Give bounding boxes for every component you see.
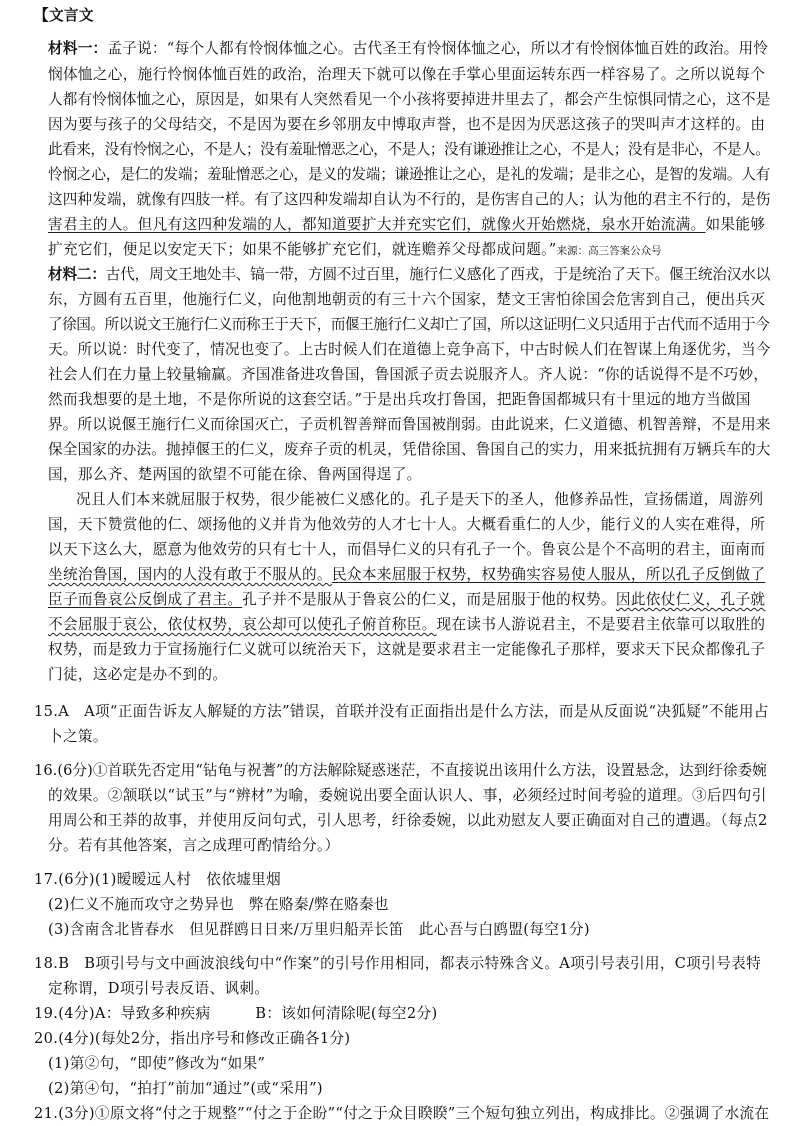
material2-para2-line-1: 况且人们本来就屈服于权势，很少能被仁义感化的。孔子是天下的圣人，他修养品性，宣扬儒道，周游列 xyxy=(76,491,764,508)
material1-line-8: 害君主的人。但凡有这四种发端的人，都知道要扩大并充实它们，就像火开始燃烧，泉水开始流满。如果能够 xyxy=(48,216,766,233)
material1-line-7: 这四种发端，就像有四肢一样。有了这四种发端却自认为不行的，是伤害自己的人；认为他的君主不行的，是伤 xyxy=(48,191,771,208)
material2-para2-line-5: 臣子而鲁哀公反倒成了君主。孔子并不是服从于鲁哀公的仁义，而是屈服于他的权势。因此依仗仁义，孔子就 xyxy=(48,591,766,608)
answer-16-line-3: 用周公和王莽的故事，并使用反问句式，引人思考，纡徐委婉，以此劝慰友人要正确面对自己的遭遇。（每点2 xyxy=(48,812,768,829)
material2-para2-line-7: 权势，而是致力于宣扬施行仁义就可以统治天下，这就是要求君主一定能像孔子那样，要求天下民众都像孔子 xyxy=(48,641,766,658)
material2-line-1: 材料二：古代，周文王地处丰、镐一带，方圆不过百里，施行仁义感化了西戎，于是统治了天下。偃王统治汉水以 xyxy=(48,266,771,283)
material2-label: 材料二： xyxy=(48,266,106,283)
material1-line-5: 此看来，没有怜悯之心，不是人；没有羞耻憎恶之心，不是人；没有谦逊推让之心，不是人；没有是非心，不是人。 xyxy=(48,141,770,158)
answer-17-line-1: 17.(6分)(1)暧暧远人村 依依墟里烟 xyxy=(34,871,282,888)
underlined-sentence: 害君主的人。但凡有这四种发端的人，都知道要扩大并充实它们，就像火开始燃烧，泉水开始流满。 xyxy=(48,216,706,233)
material1-line-9: 扩充它们，便足以安定天下；如果不能够扩充它们，就连赡养父母都成问题。”来源：高三答案公众号 xyxy=(48,241,662,258)
wavy-underlined-sentence: 不会屈服于哀公，依仗权势，哀公却可以使孔子俯首称臣。 xyxy=(48,616,437,633)
material1-line-6: 怜悯之心，是仁的发端；羞耻憎恶之心，是义的发端；谦逊推让之心，是礼的发端；是非之心，是智的发端。人有 xyxy=(48,166,771,183)
material2-line-5: 社会人们在力量上较量输赢。齐国准备进攻鲁国，鲁国派子贡去说服齐人。齐人说：“你的话说得不是不巧妙， xyxy=(48,366,769,383)
answer-20-line-2: (1)第②句，“即使”修改为“如果” xyxy=(48,1055,266,1072)
material2-line-2: 东，方圆有五百里，他施行仁义，向他割地朝贡的有三十六个国家，楚文王害怕徐国会危害到自己，便出兵灭 xyxy=(48,291,766,308)
material2-line-7: 界。所以说偃王施行仁义而徐国灭亡，子贡机智善辩而鲁国被削弱。由此说来，仁义道德、机智善辩，不是用来 xyxy=(48,416,771,433)
answer-17-line-2: (2)仁义不施而攻守之势异也 弊在赂秦/弊在赂秦也 xyxy=(48,896,389,913)
material1-label: 材料一： xyxy=(48,40,108,57)
material2-para2-line-3: 以天下这么大，愿意为他效劳的只有七十人，而倡导仁义的只有孔子一个。鲁哀公是个不高明的君主，面南而 xyxy=(48,541,766,558)
answer-19-line-1: 19.(4分)A：导致多种疾病 B：该如何清除呢(每空2分) xyxy=(34,1005,438,1022)
material1-line-1: 材料一：孟子说：“每个人都有怜悯体恤之心。古代圣王有怜悯体恤之心，所以才有怜悯体恤百姓的政治。用怜 xyxy=(48,40,769,57)
material1-line-3: 人都有怜悯体恤之心，原因是，如果有人突然看见一个小孩将要掉进井里去了，都会产生惊惧同情之心，这不是 xyxy=(48,91,771,108)
answer-18-line-1: 18.B B项引号与文中画波浪线句中“作案”的引号作用相同，都表示特殊含义。A项引号表引用，C项引号表特 xyxy=(34,955,762,972)
answer-15-line-1: 15.A A项“正面告诉友人解疑的方法”错误，首联并没有正面指出是什么方法，而是从反面说“决狐疑”不能用占 xyxy=(34,703,769,720)
material2-para2-line-4 xyxy=(48,562,765,587)
answer-16-line-2: 的效果。②颔联以“试玉”与“辨材”为喻，委婉说出要全面认识人、事，必须经过时间考验的道理。③后四句引 xyxy=(48,787,767,804)
material2-para2-line-2: 国，天下赞赏他的仁、颂扬他的义并肯为他效劳的人才七十人。大概看重仁的人少，能行义的人实在难得，所 xyxy=(48,516,766,533)
answer-16-line-1: 16.(6分)①首联先否定用“钻龟与祝蓍”的方法解除疑惑迷茫，不直接说出该用什么方法，设置悬念，达到纡徐委婉 xyxy=(34,762,767,779)
material2-line-4: 天。所以说：时代变了，情况也变了。上古时候人们在道德上竞争高下，中古时候人们在智谋上角逐优劣，当今 xyxy=(48,341,771,358)
material1-line-4: 因为要与孩子的父母结交，不是因为要在乡邻朋友中博取声誉，也不是因为厌恶这孩子的哭叫声才这样的。由 xyxy=(48,116,766,133)
wavy-underlined-sentence: 坐统治鲁国，国内的人没有敢于不服从的。 xyxy=(48,566,332,583)
material2-line-6: 然而我想要的是土地，不是你所说的这套空话。”于是出兵攻打鲁国，把距鲁国都城只有十里远的地方当做国 xyxy=(48,391,751,408)
source-note: 来源：高三答案公众号 xyxy=(556,245,662,257)
material2-line-8: 保全国家的办法。抛掉偃王的仁义，废弃子贡的机灵，凭借徐国、鲁国自己的实力，用来抵抗拥有万辆兵车的大 xyxy=(48,441,771,458)
material2-para2-line-6: 不会屈服于哀公，依仗权势，哀公却可以使孔子俯首称臣。现在读书人游说君主，不是要君主依靠可以取胜的 xyxy=(48,616,766,633)
underlined-sentence: 臣子而鲁哀公反倒成了君主。 xyxy=(48,591,243,608)
material2-line-9: 国，那么齐、楚两国的欲望不可能在徐、鲁两国得逞了。 xyxy=(48,466,422,483)
material1-line-2: 悯体恤之心，施行怜悯体恤百姓的政治，治理天下就可以像在手掌心里面运转东西一样容易了。之所以说每个 xyxy=(48,66,766,83)
answer-17-line-3: (3)含南含北皆春水 但见群鸥日日来/万里归船弄长笛 此心吾与白鸥盟(每空1分) xyxy=(48,921,590,938)
answer-20-line-1: 20.(4分)(每处2分，指出序号和修改正确各1分) xyxy=(34,1030,351,1047)
answer-18-line-2: 定称谓，D项引号表反语、讽刺。 xyxy=(48,980,270,997)
section-header: 【文言文 xyxy=(34,7,94,24)
material2-line-3: 了徐国。所以说文王施行仁义而称王于天下，而偃王施行仁义却亡了国，所以这证明仁义只适用于古代而不适用于今 xyxy=(48,316,770,333)
answer-21-line-1: 21.(3分)①原文将“付之于规整”“付之于企盼”“付之于众目睽睽”三个短句独立列出，构成排比。②强调了水流在 xyxy=(34,1105,770,1122)
answer-20-line-3: (2)第④句，“拍打”前加“通过”(或“采用”) xyxy=(48,1080,323,1097)
material2-para2-line-8: 门徒，这必定是办不到的。 xyxy=(48,666,228,683)
answer-15-line-2: 卜之策。 xyxy=(48,728,108,745)
underlined-sentence: 民众本来屈服于权势，权势确实容易使人服从，所以孔子反倒做了 xyxy=(331,566,766,583)
answer-16-line-4: 分。若有其他答案，言之成理可酌情给分。） xyxy=(48,837,340,854)
wavy-underlined-sentence: 因此依仗仁义，孔子就 xyxy=(615,591,766,608)
